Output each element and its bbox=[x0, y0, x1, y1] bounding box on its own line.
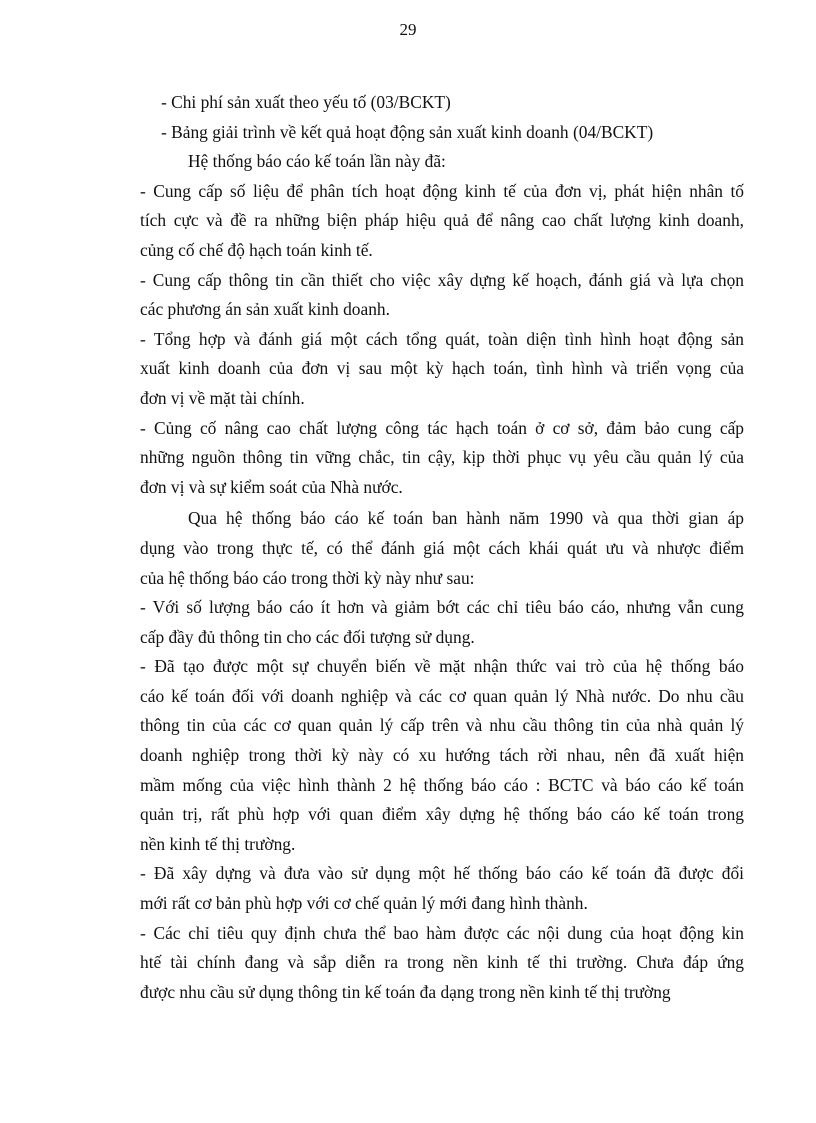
text-line: củng cố chế độ hạch toán kinh tế. bbox=[140, 239, 373, 260]
text-line: tích cực và đề ra những biện pháp hiệu quả để nâng cao chất lượng kinh doanh, bbox=[140, 210, 744, 231]
document-body bbox=[140, 88, 744, 1007]
text-line: quản trị, rất phù hợp với quan điểm xây dựng hệ thống báo cáo kế toán trong bbox=[140, 804, 744, 825]
text-line: Qua hệ thống báo cáo kế toán ban hành năm 1990 và qua thời gian áp bbox=[188, 508, 744, 529]
text-line: mới rất cơ bản phù hợp với cơ chế quản lý mới đang hình thành. bbox=[140, 893, 588, 914]
text-line: xuất kinh doanh của đơn vị sau một kỳ hạch toán, tình hình và triển vọng của bbox=[140, 358, 744, 379]
text-line: mầm mống của việc hình thành 2 hệ thống báo cáo : BCTC và báo cáo kế toán bbox=[140, 774, 744, 795]
text-line: các phương án sản xuất kinh doanh. bbox=[140, 299, 390, 320]
text-line: - Với số lượng báo cáo ít hơn và giảm bớt các chỉ tiêu báo cáo, nhưng vẫn cung bbox=[140, 597, 744, 618]
list-item: - Bảng giải trình về kết quả hoạt động sản xuất kinh doanh (04/BCKT) bbox=[161, 121, 654, 142]
text-line: cấp đầy đủ thông tin cho các đối tượng sử dụng. bbox=[140, 626, 475, 647]
text-line: - Tổng hợp và đánh giá một cách tổng quát, toàn diện tình hình hoạt động sản bbox=[140, 328, 744, 349]
text-line: đơn vị và sự kiểm soát của Nhà nước. bbox=[140, 476, 403, 497]
text-line: của hệ thống báo cáo trong thời kỳ này như sau: bbox=[140, 567, 475, 588]
text-line: thông tin của các cơ quan quản lý cấp trên và nhu cầu thông tin của nhà quản lý bbox=[140, 715, 744, 736]
text-line: - Đã xây dựng và đưa vào sử dụng một hế thống báo cáo kế toán đã được đổi bbox=[140, 863, 744, 884]
text-line: đơn vị về mặt tài chính. bbox=[140, 387, 305, 408]
text-line: doanh nghiệp trong thời kỳ này có xu hướng tách rời nhau, nên đã xuất hiện bbox=[140, 745, 744, 766]
text-line: - Cung cấp số liệu để phân tích hoạt động kinh tế của đơn vị, phát hiện nhân tố bbox=[140, 180, 744, 201]
text-line: dụng vào trong thực tế, có thể đánh giá một cách khái quát ưu và nhược điểm bbox=[140, 537, 744, 558]
text-line: nền kinh tế thị trường. bbox=[140, 833, 296, 854]
text-line: - Các chỉ tiêu quy định chưa thể bao hàm được các nội dung của hoạt động kin bbox=[140, 922, 744, 943]
text-line: cáo kế toán đối với doanh nghiệp và các cơ quan quản lý Nhà nước. Do nhu cầu bbox=[140, 685, 744, 706]
text-line: - Củng cố nâng cao chất lượng công tác hạch toán ở cơ sở, đảm bảo cung cấp bbox=[140, 417, 744, 438]
text-line: những nguồn thông tin vững chắc, tin cậy, kịp thời phục vụ yêu cầu quản lý của bbox=[140, 447, 744, 468]
text-line: htế tài chính đang và sắp diễn ra trong nền kinh tế thi trường. Chưa đáp ứng bbox=[140, 952, 744, 973]
paragraph-heading: Hệ thống báo cáo kế toán lần này đã: bbox=[188, 151, 446, 172]
list-item: - Chi phí sản xuất theo yếu tố (03/BCKT) bbox=[161, 92, 451, 112]
page-number: 29 bbox=[399, 20, 417, 39]
text-line: được nhu cầu sử dụng thông tin kế toán đa dạng trong nền kinh tế thị trường bbox=[140, 981, 671, 1002]
text-line: - Cung cấp thông tin cần thiết cho việc xây dựng kế hoạch, đánh giá và lựa chọn bbox=[140, 269, 744, 290]
text-line: - Đã tạo được một sự chuyển biến về mặt nhận thức vai trò của hệ thống báo bbox=[140, 656, 744, 677]
